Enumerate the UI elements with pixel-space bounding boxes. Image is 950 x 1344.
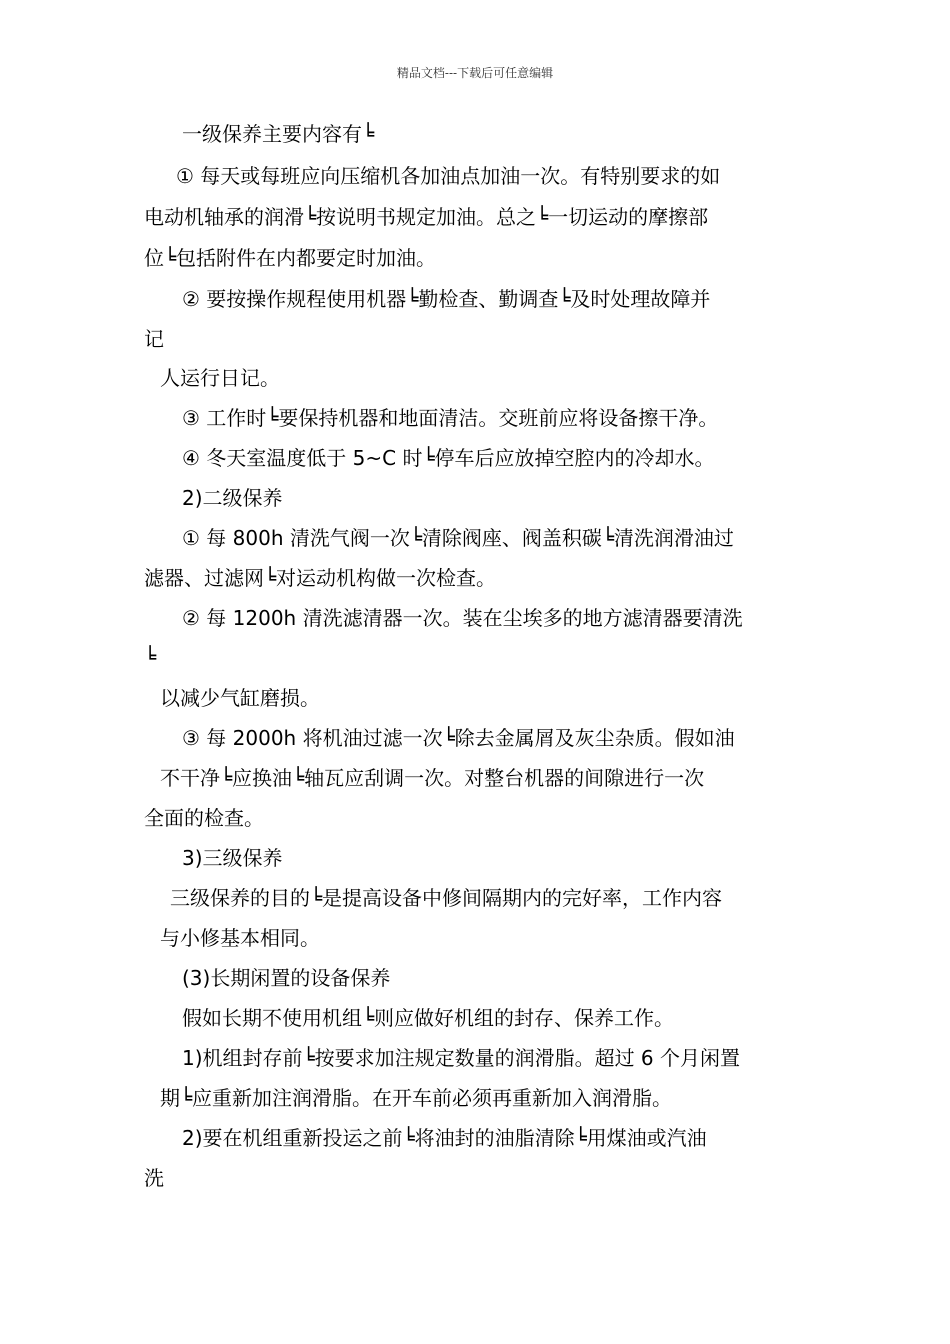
section-heading: 2)二级保养: [182, 486, 283, 510]
paragraph-line: ① 每 800h 清洗气阀一次╘清除阀座、阀盖积碳╘清洗润滑油过: [182, 526, 734, 550]
paragraph-line: ② 每 1200h 清洗滤清器一次。装在尘埃多的地方滤清器要清洗: [182, 606, 743, 630]
paragraph-line: 假如长期不使用机组╘则应做好机组的封存、保养工作。: [182, 1006, 675, 1030]
page-header: 精品文档---下载后可任意编辑: [396, 66, 554, 80]
paragraph-line: 2)要在机组重新投运之前╘将油封的油脂清除╘用煤油或汽油: [182, 1126, 707, 1150]
paragraph-line: ④ 冬天室温度低于 5~C 时╘停车后应放掉空腔内的冷却水。: [182, 446, 715, 470]
paragraph-line: ② 要按操作规程使用机器╘勤检查、勤调查╘及时处理故障并: [182, 287, 711, 311]
paragraph-line: 以减少气缸磨损。: [160, 686, 320, 710]
paragraph-line: ③ 每 2000h 将机油过滤一次╘除去金属屑及灰尘杂质。假如油: [182, 726, 735, 750]
section-heading: 3)三级保养: [182, 846, 283, 870]
section-heading: (3)长期闲置的设备保养: [182, 966, 391, 990]
paragraph-line: 电动机轴承的润滑╘按说明书规定加油。总之╘一切运动的摩擦部: [144, 205, 709, 229]
paragraph-line: 与小修基本相同。: [160, 926, 320, 950]
paragraph-line: 一级保养主要内容有╘: [182, 122, 375, 146]
paragraph-line: 不干净╘应换油╘轴瓦应刮调一次。对整台机器的间隙进行一次: [160, 766, 705, 790]
paragraph-line: 滤器、过滤网╘对运动机构做一次检查。: [144, 566, 497, 590]
paragraph-line: 期╘应重新加注润滑脂。在开车前必须再重新加入润滑脂。: [160, 1086, 673, 1110]
paragraph-line: 记: [144, 327, 164, 351]
paragraph-line: ╘: [144, 645, 157, 669]
paragraph-line: 全面的检查。: [144, 806, 264, 830]
paragraph-line: ③ 工作时╘要保持机器和地面清洁。交班前应将设备擦干净。: [182, 406, 719, 430]
paragraph-line: 位╘包括附件在内都要定时加油。: [144, 246, 437, 270]
paragraph-line: ① 每天或每班应向压缩机各加油点加油一次。有特别要求的如: [176, 164, 721, 188]
paragraph-line: 洗: [144, 1166, 164, 1190]
paragraph-line: 三级保养的目的╘是提高设备中修间隔期内的完好率，工作内容: [170, 886, 723, 910]
paragraph-line: 1)机组封存前╘按要求加注规定数量的润滑脂。超过 6 个月闲置: [182, 1046, 741, 1070]
paragraph-line: 人运行日记。: [160, 366, 280, 390]
